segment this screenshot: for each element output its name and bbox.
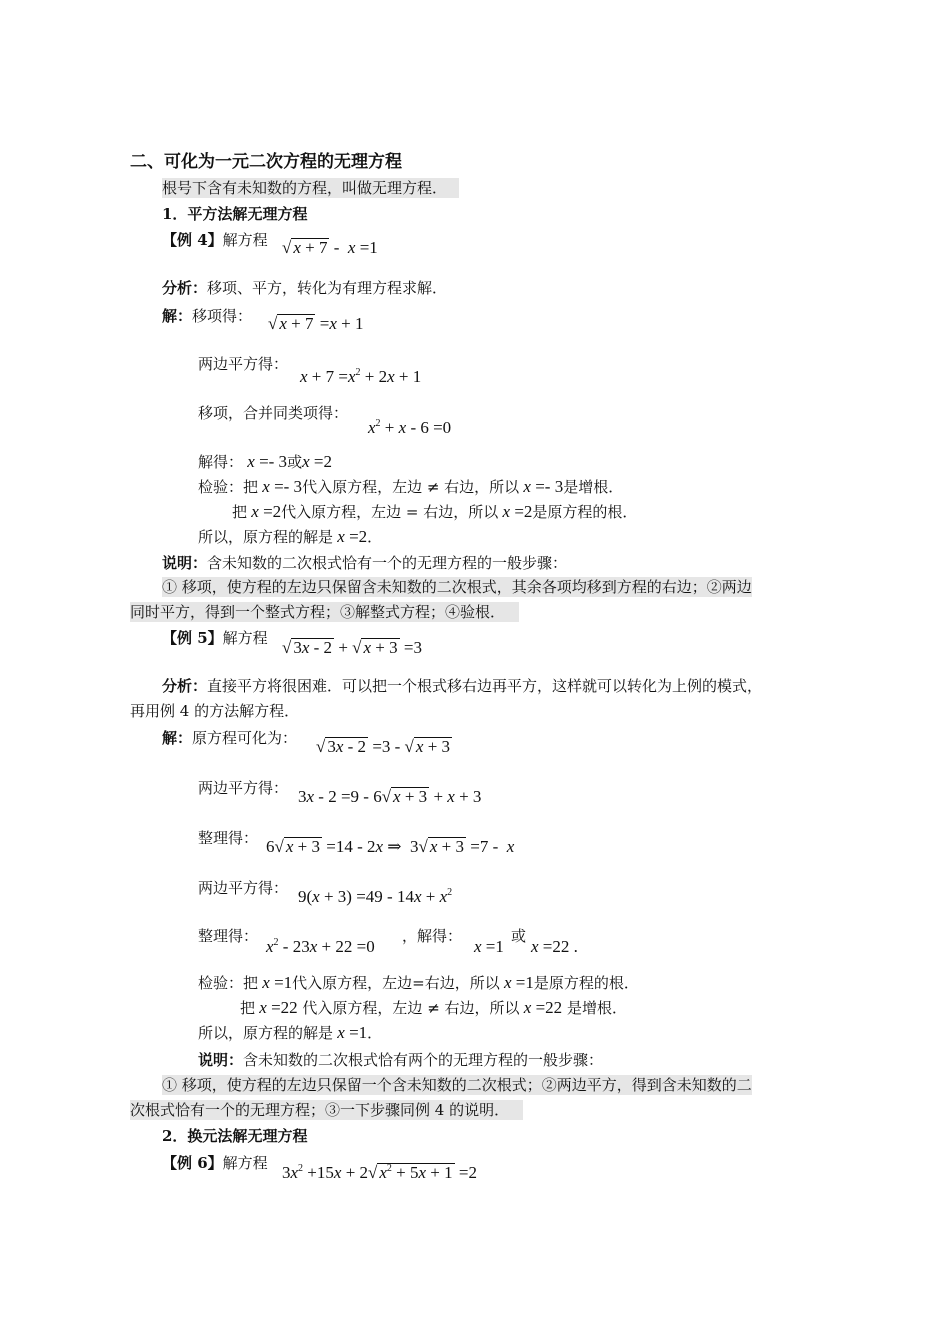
note-label: 说明： [162,554,208,572]
note-text: 含未知数的二次根式恰有两个的无理方程的一般步骤： [243,1051,604,1069]
example-5-step2-label: 两边平方得： [198,779,289,797]
example-4-tag: 【例 4】 [162,231,223,249]
example-4-check2: 把 x =2代入原方程，左边 = 右边，所以 x =2是原方程的根． [232,502,638,521]
example-5-step5-equation: $x^2 - 23x + 22 =0$ [266,937,375,956]
example-5-note [198,1050,603,1070]
example-4-solution-start [162,306,252,326]
example-4-steps-line2: 同时平方，得到一个整式方程；③解整式方程；④验根． [130,602,519,622]
example-5-prompt: 解方程 [222,629,268,647]
example-5-step3-label: 整理得： [198,829,259,847]
solve-label: 解： [162,307,193,325]
example-5-tag: 【例 5】 [162,629,223,647]
example-4-equation: √ x + 7 - x =1 [282,238,378,257]
analysis-label: 分析： [162,677,208,695]
example-4-step4: 解得： x =- 3或x =2 [198,452,332,471]
example-5-analysis-line1 [162,676,762,696]
example-5-steps-line1: ① 移项，使方程的左边只保留一个含未知数的二次根式；②两边平方，得到含未知数的二 [162,1076,752,1094]
example-4-conclusion: 所以，原方程的解是 x =2． [198,527,383,546]
example-5-solution-start [162,728,297,748]
example-6-heading [162,1153,268,1173]
definition-text: 根号下含有未知数的方程，叫做无理方程． [162,178,459,198]
analysis-text: 移项、平方，转化为有理方程求解． [207,279,448,297]
example-4-step1-equation: √ x + 7 =x + 1 [268,314,364,333]
example-4-check1: 检验：把 x =- 3代入原方程，左边 ≠ 右边，所以 x =- 3是增根． [198,477,624,496]
section-title: 二、可化为一元二次方程的无理方程 [130,152,402,172]
step-label: 移项得： [192,307,253,325]
example-5-step2-equation: 3x - 2 =9 - 6√ x + 3 + x + 3 [298,787,482,806]
example-4-step3-label: 移项，合并同类项得： [198,404,349,422]
example-4-step2-label: 两边平方得： [198,355,289,373]
solve-label: 解： [162,729,193,747]
example-5-step4-equation: $9(x + 3) =49 - 14x + x^2$ [298,887,453,906]
example-4-step2-equation: $x + 7 =x^2 + 2x + 1$ [300,367,422,386]
note-text: 含未知数的二次根式恰有一个的无理方程的一般步骤： [207,554,568,572]
example-6-equation: $3x^2 +15x + 2√$ $x^2 + 5x + 1 =2$ [282,1163,477,1182]
example-5-check1: 检验：把 x =1代入原方程，左边=右边，所以 x =1是原方程的根． [198,973,639,992]
example-5-solution-2: x =22 . [531,937,578,956]
subsection-title-2: 2．换元法解无理方程 [162,1127,308,1145]
example-5-equation: √ 3x - 2 + √ x + 3 =3 [282,638,422,657]
example-5-step5-mid: ，解得： [402,927,463,945]
example-5-solution-1: x =1 [474,937,504,956]
example-5-heading [162,628,268,648]
example-5-step4-label: 两边平方得： [198,879,289,897]
example-6-prompt: 解方程 [222,1154,268,1172]
step-label: 原方程可化为： [192,729,298,747]
example-5-conclusion: 所以，原方程的解是 x =1． [198,1023,383,1042]
note-label: 说明： [198,1051,244,1069]
example-4-step3-equation: $x^2 + x - 6 =0$ [368,418,452,437]
example-5-step3-equation: 6√ x + 3 =14 - 2x ⇒ 3√ x + 3 =7 - x [266,837,515,856]
example-5-steps-line2: 次根式恰有一个的无理方程；③一下步骤同例 4 的说明． [130,1100,523,1120]
example-5-analysis-line2: 再用例 4 的方法解方程． [130,702,300,720]
example-4-heading [162,230,268,250]
analysis-label: 分析： [162,279,208,297]
example-4-prompt: 解方程 [222,231,268,249]
example-5-step1-equation: √ 3x - 2 =3 - √ x + 3 [316,737,451,756]
example-5-check2: 把 x =22 代入原方程，左边 ≠ 右边，所以 x =22 是增根． [240,998,627,1017]
example-4-note [162,553,567,573]
example-6-tag: 【例 6】 [162,1154,223,1172]
example-4-steps-line1: ① 移项，使方程的左边只保留含未知数的二次根式，其余各项均移到方程的右边；②两边 [162,578,752,596]
example-5-step5-label: 整理得： [198,927,259,945]
example-5-or: 或 [511,927,527,945]
example-4-analysis [162,278,447,298]
analysis-text: 直接平方将很困难．可以把一个根式移右边再平方，这样就可以转化为上例的模式， [207,677,763,695]
subsection-title-1: 1．平方法解无理方程 [162,205,308,223]
